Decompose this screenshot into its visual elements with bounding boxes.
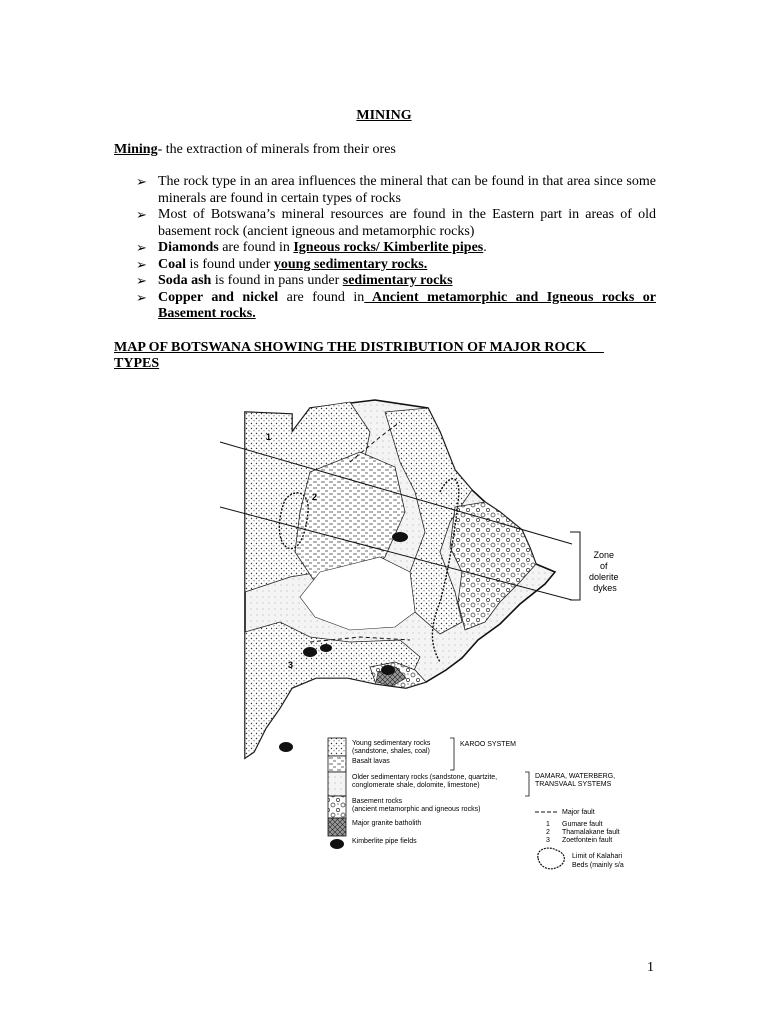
page-number: 1 [647, 960, 654, 975]
legend-swatch [328, 796, 346, 818]
bullet-item [114, 174, 656, 207]
major-fault-label: Major fault [562, 809, 595, 816]
young-sedimentary-south [245, 622, 420, 758]
bullet-text: sedimentary rocks [342, 273, 453, 288]
bullet-item [114, 207, 656, 240]
bullet-text: Most of Botswana’s mineral resources are found in the Eastern part in areas of old basement rock (ancient igneous and metamorphic rocks) [158, 207, 656, 239]
definition-text: - the extraction of minerals from their ores [157, 142, 396, 157]
karoo-label: KAROO SYSTEM [460, 741, 517, 748]
bullet-text: Coal [158, 256, 186, 272]
legend-swatch [330, 839, 344, 849]
bullet-text: Diamonds [158, 240, 219, 255]
legend-label: Young sedimentary rocks (sandstone, shales, coal) [352, 740, 431, 755]
legend-label: Kimberlite pipe fields [352, 838, 417, 845]
mining-definition [114, 142, 396, 158]
kimberlite-orapa [392, 532, 408, 542]
fault-number-1: 1 [266, 432, 272, 442]
bullet-text: Soda ash [158, 273, 212, 288]
kalahari-limit-icon [538, 848, 565, 869]
arrow-bullet-icon: ➢ [136, 289, 147, 305]
fault-legend-number: 3 [546, 837, 550, 844]
kimberlite-jwaneng-2 [320, 644, 332, 652]
legend-swatch [328, 756, 346, 772]
kimberlite-jwaneng [303, 647, 317, 657]
legend-swatch [328, 772, 346, 796]
arrow-bullet-icon: ➢ [136, 240, 147, 255]
arrow-bullet-icon: ➢ [136, 207, 147, 222]
bullet-text: is found under [186, 256, 274, 272]
karoo-brace [450, 738, 454, 770]
arrow-bullet-icon: ➢ [136, 273, 147, 288]
fault-number-2: 2 [312, 492, 318, 502]
definition-term: Mining [114, 142, 158, 157]
kimberlite-south [381, 665, 395, 675]
fault-legend-name: Zoetfontein fault [562, 837, 613, 844]
bullet-item [114, 290, 656, 323]
bullet-text: . [483, 240, 487, 255]
bullet-text: are found in [278, 289, 365, 305]
kalahari-label: Limit of Kalahari Beds (mainly s/a [572, 853, 624, 869]
fault-number-3: 3 [288, 660, 294, 670]
kimberlite-sw [279, 742, 293, 752]
damara-brace [525, 772, 529, 796]
fault-legend-name: Gumare fault [562, 821, 603, 828]
fault-legend-name: Thamalakane fault [562, 829, 620, 836]
legend-label: Older sedimentary rocks (sandstone, quartzite, conglomerate shale, dolomite, limestone) [352, 774, 498, 789]
bullet-item [114, 273, 656, 290]
map-legend [328, 738, 624, 869]
legend-label: Basement rocks (ancient metamorphic and igneous rocks) [352, 798, 481, 813]
map-heading: MAP OF BOTSWANA SHOWING THE DISTRIBUTION OF MAJOR ROCK TYPES [114, 340, 587, 371]
bullet-text: is found in pans under [211, 273, 343, 288]
legend-swatch [328, 738, 346, 756]
legend-label: Major granite batholith [352, 820, 422, 827]
bullet-text: Ancient metamorphic and Igneous rocks or Basement rocks. [158, 289, 656, 321]
damara-label: DAMARA, WATERBERG, TRANSVAAL SYSTEMS [535, 773, 616, 788]
bullet-item [114, 257, 656, 274]
bullet-text: Igneous rocks/ Kimberlite pipes [293, 240, 484, 255]
bullet-text: The rock type in an area influences the mineral that can be found in that area since some minerals are found in certain types of rocks [158, 174, 656, 206]
bullet-text: young sedimentary rocks. [273, 256, 428, 272]
document-title: MINING [356, 108, 412, 123]
botswana-rock-map [200, 372, 640, 877]
zone-label: Zone of dolerite dykes [588, 550, 619, 593]
arrow-bullet-icon: ➢ [136, 174, 147, 189]
bullet-item [114, 240, 656, 257]
map-svg [200, 372, 640, 877]
fault-legend-number: 1 [546, 821, 550, 828]
zone-bracket [570, 532, 580, 600]
fault-legend-number: 2 [546, 829, 550, 836]
bullet-text: are found in [218, 240, 294, 255]
legend-swatch [328, 818, 346, 836]
legend-label: Basalt lavas [352, 758, 390, 765]
bullet-text: Copper and nickel [158, 289, 279, 305]
arrow-bullet-icon: ➢ [136, 256, 147, 272]
bullet-list [114, 174, 656, 323]
